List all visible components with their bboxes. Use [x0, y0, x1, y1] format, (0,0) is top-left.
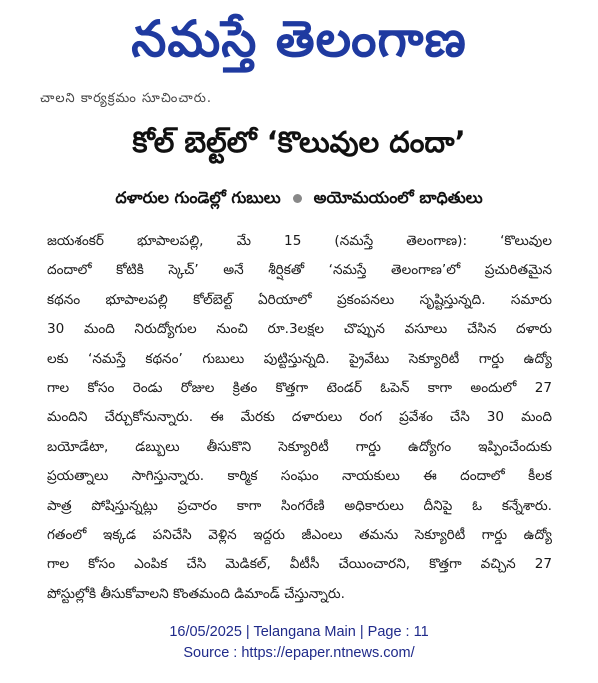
article-line: లకు ‘నమస్తే కథనం’ గుబులు పుట్టిస్తున్నది. ప్రైవేటు సెక్యూరిటీ గార్డు ఉద్యో [47, 350, 552, 367]
article-headline: కోల్ బెల్ట్‌లో ‘కొలువుల దందా’ [132, 125, 466, 159]
article-line: ప్రయత్నాలు సాగిస్తున్నారు. కార్మిక సంఘం నాయకులు ఈ దందాలో కీలక [47, 468, 552, 485]
bullet-dot-icon [293, 194, 302, 203]
article-line: మందిని చేర్చుకోనున్నారు. ఈ మేరకు దళారులు రంగ ప్రవేశం చేసి 30 మంది [47, 409, 552, 426]
masthead-title: నమస్తే తెలంగాణ [131, 10, 467, 68]
article-subheadline [0, 185, 598, 211]
article-line: కథనం భూపాలపల్లి కోల్‌బెల్ట్ ఏరియాలో ప్రకంపనలు సృష్టిస్తున్నది. సమారు [47, 291, 552, 308]
article-line: 30 మంది నిరుద్యోగుల నుంచి రూ.3లక్షల చొప్పున వసూలు చేసిన దళారు [47, 321, 552, 338]
cut-off-text-line: చాలని కార్యక్రమం సూచించారు. [40, 91, 213, 106]
article-line: గాల కోసం రెండు రోజుల క్రితం కొత్తగా టెండర్ ఓపెన్ కాగా అందులో 27 [47, 379, 552, 396]
article-body [47, 227, 552, 609]
article-line: పోస్టుల్లోకి తీసుకోవాలని కొంతమంది డిమాండ్ చేస్తున్నారు. [47, 585, 345, 602]
masthead [0, 0, 598, 80]
article-line: గతంలో ఇక్కడ పనిచేసి వెళ్లిన ఇద్దరు జీఎంలు తమను సెక్యూరిటీ గార్డు ఉద్యో [47, 526, 552, 543]
page-footer [0, 622, 598, 664]
subheadline-right: అయోమయంలో బాధితులు [313, 188, 483, 207]
subheadline-left: దళారుల గుండెల్లో గుబులు [115, 188, 281, 207]
article-line: దందాలో కోటికి స్కెచ్’ అనే శీర్షికతో ‘నమస్తే తెలంగాణ’లో ప్రచురితమైన [47, 262, 552, 279]
article-line: బయోడేటా, డబ్బులు తీసుకొని సెక్యూరిటీ గార్డు ఉద్యోగం ఇప్పించేందుకు [47, 438, 552, 455]
article-line: జయశంకర్ భూపాలపల్లి, మే 15 (నమస్తే తెలంగాణ): ‘కొలువుల [47, 233, 552, 249]
article-line: పాత్ర పోషిస్తున్నట్లు ప్రచారం కాగా సింగరేణి అధికారులు దీనిపై ఓ కన్నేశారు. [47, 497, 552, 514]
edition-meta: 16/05/2025 | Telangana Main | Page : 11 [169, 624, 429, 640]
source-link[interactable]: Source : https://epaper.ntnews.com/ [183, 645, 415, 661]
article-line: గాల కోసం ఎంపిక చేసి మెడికల్, వీటీసీ చేయించారని, కొత్తగా వచ్చిన 27 [47, 556, 552, 573]
